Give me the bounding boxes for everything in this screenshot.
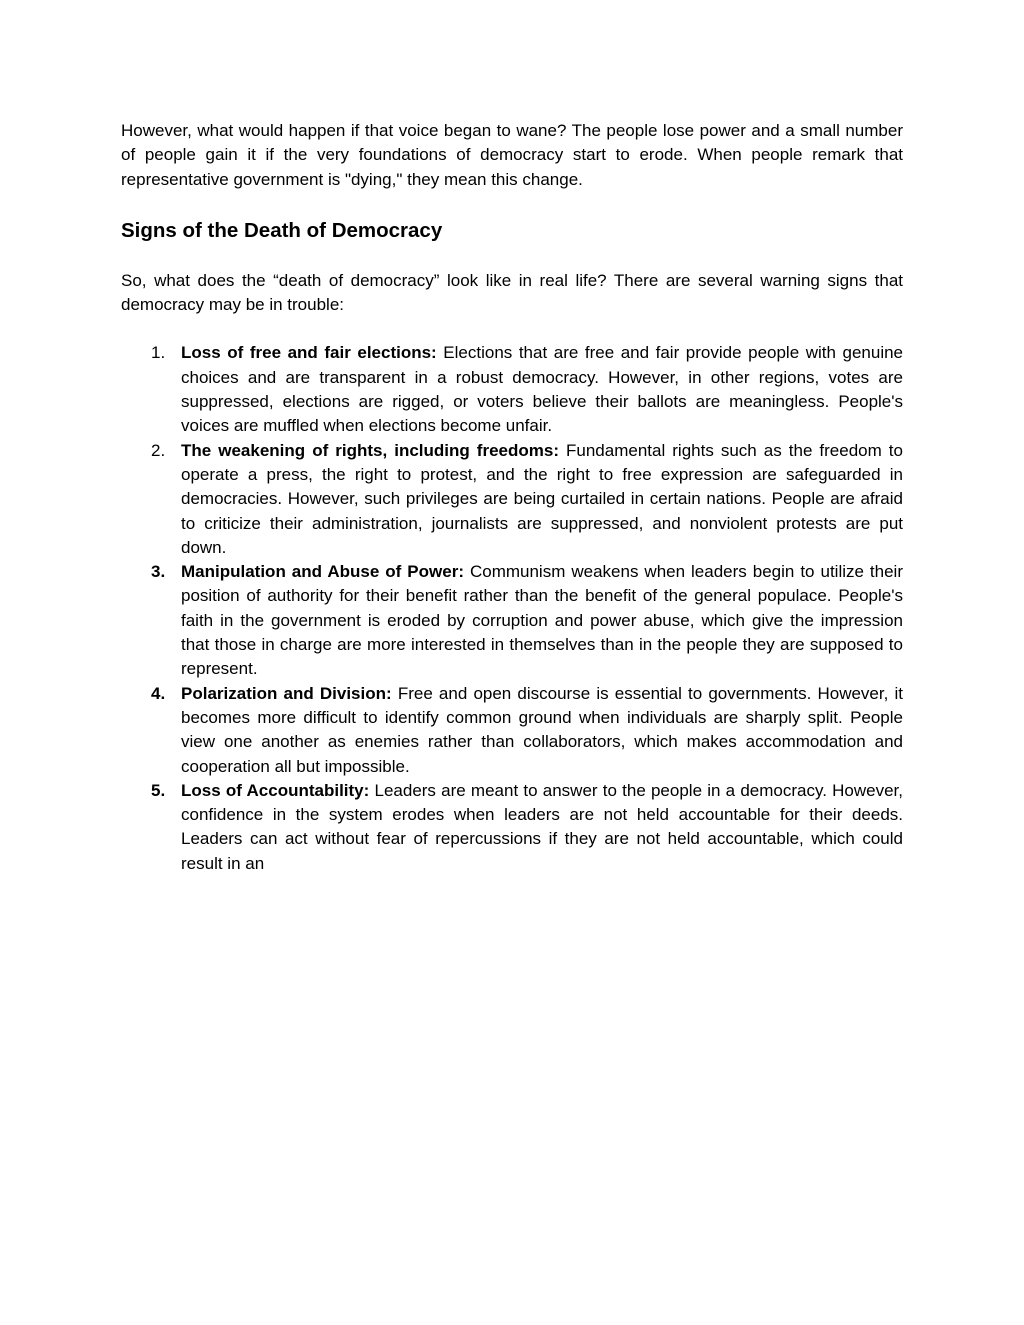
list-marker: 4. xyxy=(151,683,166,703)
warning-signs-list xyxy=(121,341,903,876)
list-item-text: Communism weakens when leaders begin to utilize their position of authority for their benefit rather than the benefit of the general populace. People's faith in the government is eroded by corruption and power abuse, which give the impression that those in charge are more interested in themselves than in the people they are supposed to represent. xyxy=(181,562,903,679)
list-item xyxy=(121,682,903,779)
document-page xyxy=(121,119,903,876)
list-item xyxy=(121,779,903,876)
list-item-term: Manipulation and Abuse of Power: xyxy=(181,562,464,582)
list-marker: 3. xyxy=(151,562,166,582)
section-heading: Signs of the Death of Democracy xyxy=(121,218,443,242)
list-item-term: The weakening of rights, including freedoms: xyxy=(181,440,559,460)
list-marker: 2. xyxy=(151,440,166,460)
list-item-term: Loss of free and fair elections: xyxy=(181,343,437,363)
list-item-text: Free and open discourse is essential to governments. However, it becomes more difficult to identify common ground when individuals are sharply split. People view one another as enemies rather than collaborators, which makes accommodation and cooperation all but impossible. xyxy=(181,683,903,776)
list-item-text: Fundamental rights such as the freedom to operate a press, the right to protest, and the right to free expression are safeguarded in democracies. However, such privileges are being curtailed in certain nations. People are afraid to criticize their administration, journalists are suppressed, and nonviolent protests are put down. xyxy=(181,440,903,557)
list-item xyxy=(121,560,903,681)
list-item xyxy=(121,341,903,438)
list-item-text: Elections that are free and fair provide people with genuine choices and are transparent in a robust democracy. However, in other regions, votes are suppressed, elections are rigged, or voters believe their ballots are meaningless. People's voices are muffled when elections become unfair. xyxy=(181,343,904,436)
list-marker: 5. xyxy=(151,780,166,800)
list-item xyxy=(121,439,903,560)
list-item-term: Loss of Accountability: xyxy=(181,780,370,800)
intro-paragraph: However, what would happen if that voice began to wane? The people lose power and a small number of people gain it if the very foundations of democracy start to erode. When people remark that representative government is "dying," they mean this change. xyxy=(121,121,903,189)
list-marker: 1. xyxy=(151,343,166,363)
list-item-text: Leaders are meant to answer to the people in a democracy. However, confidence in the system erodes when leaders are not held accountable for their deeds. Leaders can act without fear of repercussions if they are not held accountable, which could result in an xyxy=(181,780,904,873)
list-item-term: Polarization and Division: xyxy=(181,683,392,703)
section-intro-paragraph: So, what does the “death of democracy” look like in real life? There are several warning signs that democracy may be in trouble: xyxy=(121,270,903,315)
